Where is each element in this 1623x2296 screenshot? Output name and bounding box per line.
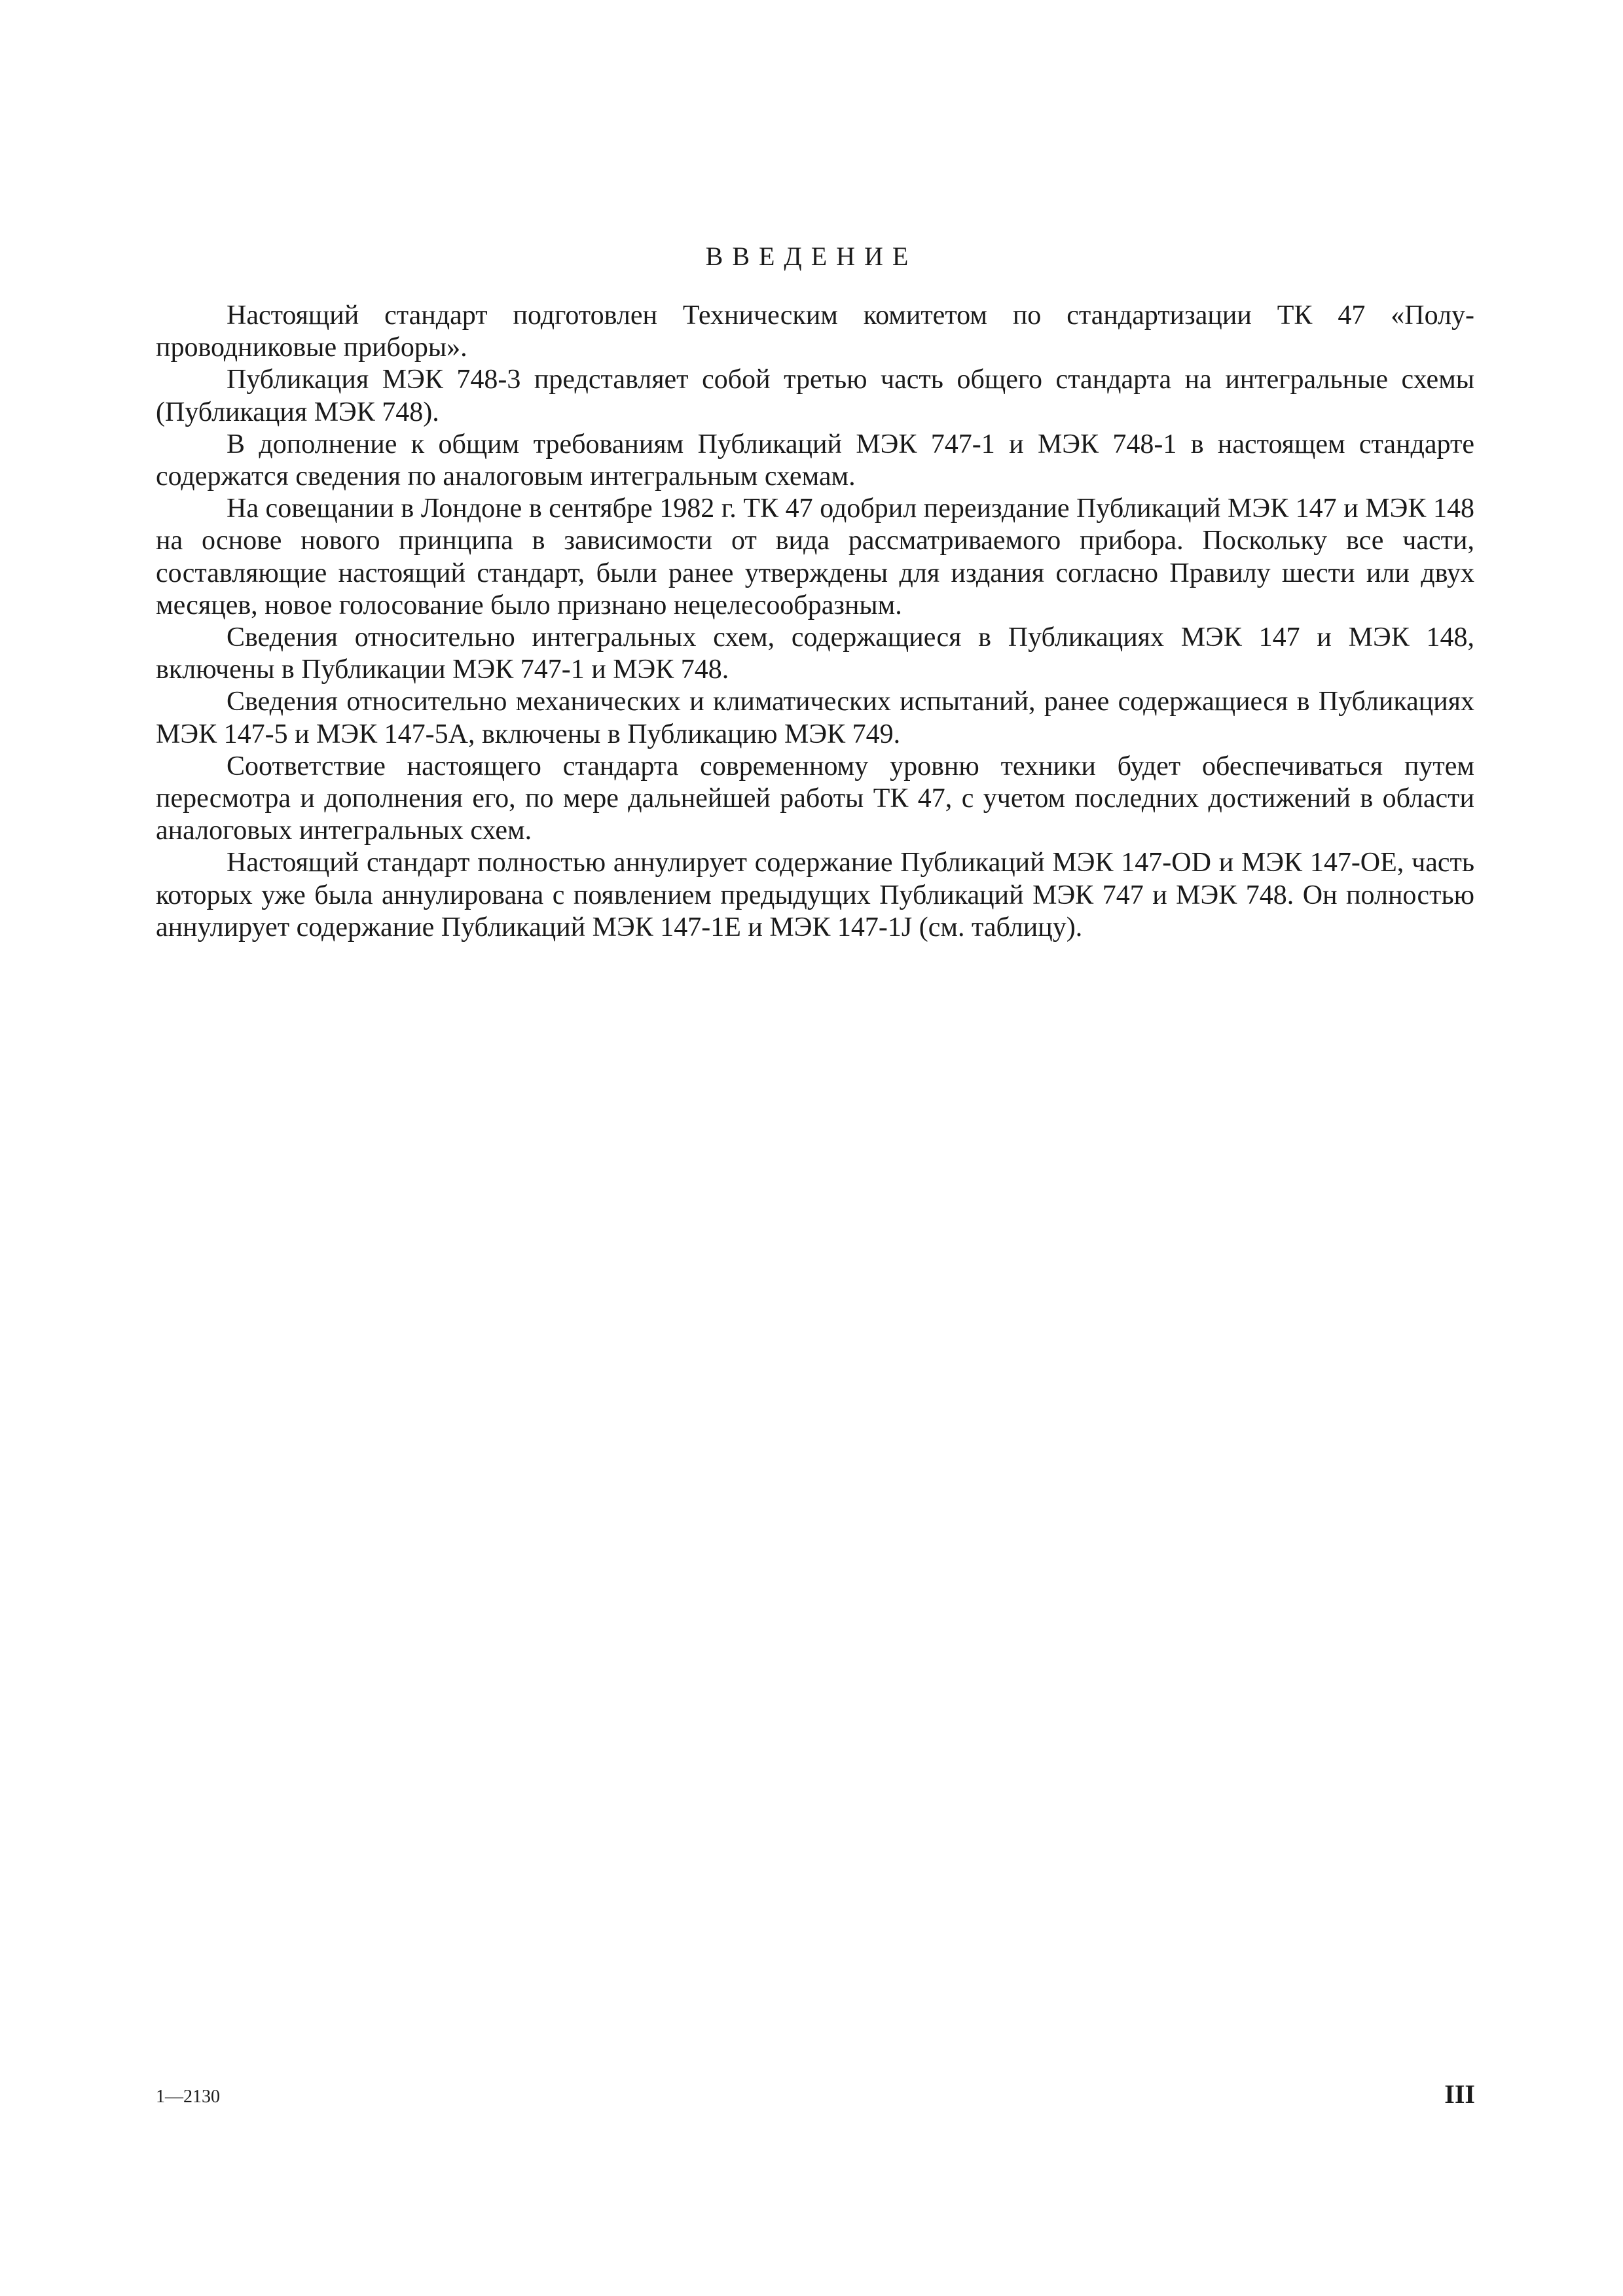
paragraph: Настоящий стандарт полностью аннулирует содержание Публикаций МЭК 147-OD и МЭК 147-OE, часть которых уже была аннулирована с появлением предыдущих Публикаций МЭК 747 и МЭК 748. Он полностью аннулирует содержание Публикаций МЭК 147-1E и МЭК 147-1J (см. таблицу). [156,848,1474,942]
paragraph: Соответствие настоящего стандарта современному уровню техники будет обеспечиваться путем пересмотра и дополнения его, по мере дальнейшей работы ТК 47, с учетом последних достижений в области аналоговых интегральных схем. [156,751,1474,846]
page-number: III [1444,2079,1475,2109]
paragraph: Настоящий стандарт подготовлен Техническим комитетом по стандартизации ТК 47 «Полупроводниковые приборы». [156,300,1474,363]
paragraph: На совещании в Лондоне в сентябре 1982 г. ТК 47 одобрил переиздание Публикаций МЭК 147 и МЭК 148 на основе нового принципа в зависимости от вида рассматриваемого прибора. Поскольку все части, составляющие настоящий стандарт, были ранее утверждены для издания согласно Правилу шести или двух месяцев, новое голосование было признано нецелесообразным. [156,493,1474,620]
paragraph: Сведения относительно интегральных схем, содержащиеся в Публикациях МЭК 147 и МЭК 148, включены в Публикации МЭК 747-1 и МЭК 748. [156,622,1474,685]
document-body [156,300,1474,944]
section-heading: ВВЕДЕНИЕ [705,242,918,271]
paragraph: Публикация МЭК 748-3 представляет собой третью часть общего стандарта на интегральные схемы (Публикация МЭК 748). [156,365,1474,427]
print-order-code: 1—2130 [156,2087,220,2107]
paragraph: В дополнение к общим требованиям Публикаций МЭК 747-1 и МЭК 748-1 в настоящем стандарте содержатся сведения по аналоговым интегральным схемам. [156,429,1474,492]
paragraph: Сведения относительно механических и климатических испытаний, ранее содержащиеся в Публикациях МЭК 147-5 и МЭК 147-5А, включены в Публикацию МЭК 749. [156,687,1474,749]
